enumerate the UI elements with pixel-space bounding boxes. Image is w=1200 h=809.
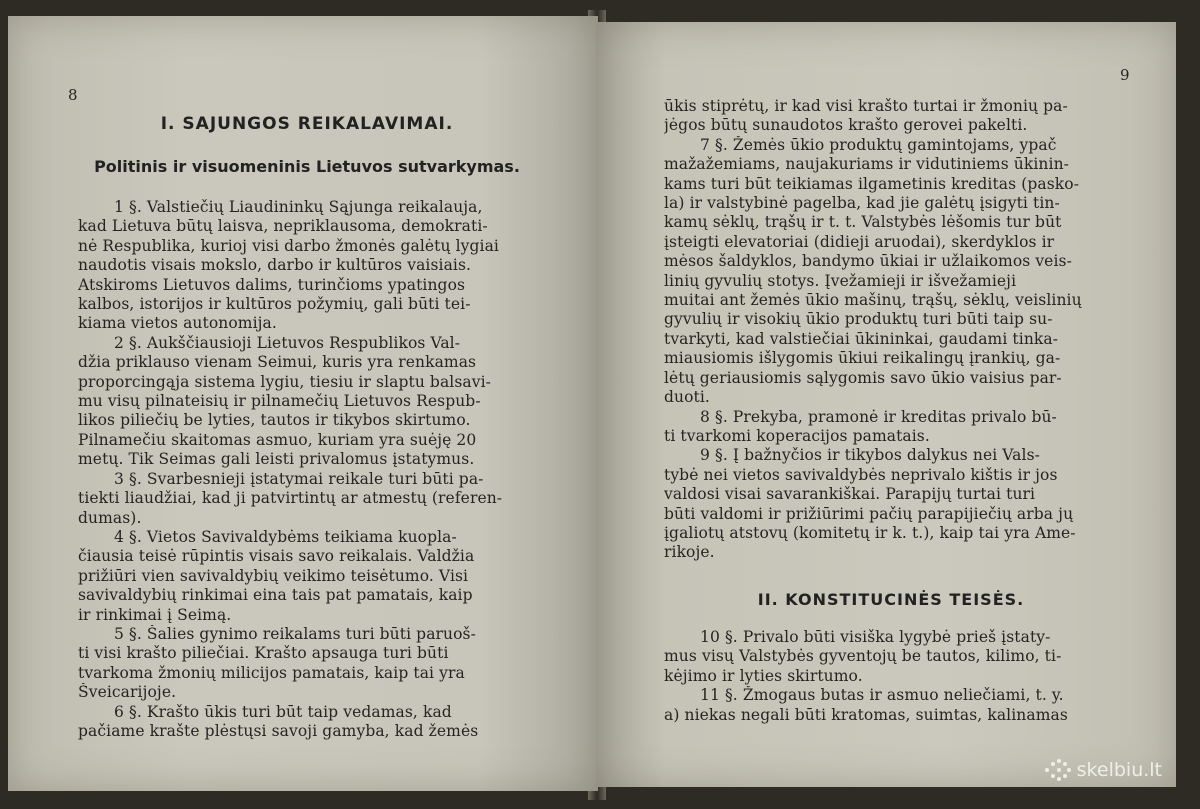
left-text-line: Atskiroms Lietuvos dalims, turinčioms ypatingos xyxy=(78,275,466,294)
right-text-line: miausiomis išlygomis ūkiui reikalingų įrankių, ga- xyxy=(664,349,1061,368)
right-text-line: mažažemiams, naujakuriams ir vidutiniems ūkinin- xyxy=(664,155,1069,174)
right-text-line: la) ir valstybinė pagelba, kad jie galėtų įsigyti tin- xyxy=(664,194,1060,213)
right-text-line: tvarkyti, kad valstiečiai ūkininkai, gaudami tinka- xyxy=(664,329,1059,348)
right-text-line: linių gyvulių stotys. Įvežamieji ir išvežamieji xyxy=(664,271,1017,290)
section-title-1: I. SAJUNGOS REIKALAVIMAI. xyxy=(160,114,454,134)
right-text-line: įsteigti elevatoriai (didieji aruodai), skerdyklos ir xyxy=(664,232,1055,251)
page-number-right: 9 xyxy=(1120,66,1130,84)
watermark-text: skelbiu.lt xyxy=(1076,759,1162,781)
right-text-line: rikoje. xyxy=(664,543,715,562)
right-page-body-top xyxy=(664,97,1124,563)
left-text-line: ti visi krašto piliečiai. Krašto apsauga turi būti xyxy=(78,644,449,663)
left-text-line: 6 §. Krašto ūkis turi būt taip vedamas, kad xyxy=(114,702,452,721)
right-text-line: muitai ant žemės ūkio mašinų, trąšų, sėklų, veislinių xyxy=(664,291,1082,310)
right-text-line: gyvulių ir visokių ūkio produktų turi būti taip su- xyxy=(664,310,1053,329)
right-text-line: 10 §. Privalo būti visiška lygybė prieš įstaty- xyxy=(700,628,1051,646)
left-text-line: ir rinkimai į Seimą. xyxy=(78,605,232,624)
left-text-line: kalbos, istorijos ir kultūros požymių, gali būti tei- xyxy=(78,295,471,314)
right-text-line: 9 §. Į bažnyčios ir tikybos dalykus nei Vals- xyxy=(700,446,1040,465)
right-text-line: tybė nei vietos savivaldybės neprivalo kištis ir jos xyxy=(664,465,1058,484)
right-text-line: 8 §. Prekyba, pramonė ir kreditas privalo bū- xyxy=(700,407,1057,426)
right-text-line: jėgos būtų sunaudotos krašto gerovei pakelti. xyxy=(664,116,1028,135)
left-text-line: mu visų pilnateisių ir pilnamečių Lietuvos Respub- xyxy=(78,392,481,411)
left-text-line: 3 §. Svarbesnieji įstatymai reikale turi būti pa- xyxy=(114,469,484,488)
left-text-line: džia priklauso vienam Seimui, kuris yra renkamas xyxy=(78,353,477,372)
left-text-line: kad Lietuva būtų laisva, nepriklausoma, demokrati- xyxy=(78,217,488,236)
left-text-line: prižiūri vien savivaldybių veikimo teisėtumo. Visi xyxy=(78,566,469,585)
right-text-line: mėsos šaldyklos, bandymo ūkiai ir užlaikomos veis- xyxy=(664,252,1072,271)
left-text-line: savivaldybių rinkimai eina tais pat pamatais, kaip xyxy=(78,586,473,605)
left-text-line: 5 §. Šalies gynimo reikalams turi būti paruoš- xyxy=(114,624,476,643)
right-page xyxy=(596,22,1176,787)
left-text-line: 2 §. Aukščiausioji Lietuvos Respublikos Val- xyxy=(114,333,461,352)
left-text-line: tvarkoma žmonių milicijos pamatais, kaip tai yra xyxy=(78,663,465,682)
left-text-line: Pilnamečiu skaitomas asmuo, kuriam yra suėję 20 xyxy=(78,430,477,449)
right-text-line: a) niekas negali būti kratomas, suimtas, kalinamas xyxy=(664,705,1068,724)
page-number-left: 8 xyxy=(68,86,78,104)
left-text-line: tiekti liaudžiai, kad ji patvirtintų ar atmestų (referen- xyxy=(78,489,503,508)
left-text-line: proporcingąja sistema lygiu, tiesiu ir slaptu balsavi- xyxy=(78,372,492,391)
right-text-line: kams turi būt teikiamas ilgametinis kreditas (pasko- xyxy=(664,174,1080,193)
left-text-line: čiausia teisė rūpintis visais savo reikalais. Valdžia xyxy=(78,547,475,566)
right-text-line: 11 §. Žmogaus butas ir asmuo neliečiami, t. y. xyxy=(700,686,1064,705)
left-text-line: 1 §. Valstiečių Liaudininkų Sąjunga reikalauja, xyxy=(114,198,483,216)
left-page-body xyxy=(78,198,548,741)
left-text-line: metų. Tik Seimas gali leisti privalomus įstatymus. xyxy=(78,450,475,469)
left-text-line: Šveicarijoje. xyxy=(78,683,177,702)
left-page xyxy=(8,16,598,791)
right-text-line: 7 §. Žemės ūkio produktų gamintojams, ypač xyxy=(700,135,1057,154)
right-text-line: lėtų geriausiomis sąlygomis savo ūkio vaisius par- xyxy=(664,368,1062,387)
dots-logo-icon xyxy=(1045,759,1071,781)
right-text-line: įgaliotų atstovų (komitetų ir k. t.), kaip tai yra Ame- xyxy=(664,523,1076,542)
right-text-line: kėjimo ir lyties skirtumo. xyxy=(664,666,863,685)
right-text-line: valdosi visai savarankiškai. Parapijų turtai turi xyxy=(664,485,1036,504)
right-text-line: ūkis stiprėtų, ir kad visi krašto turtai ir žmonių pa- xyxy=(664,97,1068,115)
right-text-line: mus visų Valstybės gyventojų be tautos, kilimo, ti- xyxy=(664,647,1062,666)
right-page-body-bottom xyxy=(664,628,1124,725)
right-text-line: kamų sėklų, trąšų ir t. t. Valstybės lėšomis tur būt xyxy=(664,213,1062,232)
left-text-line: dumas). xyxy=(78,508,142,527)
section-subtitle-1: Politinis ir visuomeninis Lietuvos sutvarkymas. xyxy=(94,157,520,176)
left-text-line: nė Respublika, kurioj visi darbo žmonės galėtų lygiai xyxy=(78,236,499,255)
left-text-line: kiama vietos autonomija. xyxy=(78,314,277,333)
watermark xyxy=(1045,759,1162,781)
left-text-line: naudotis visais mokslo, darbo ir kultūros vaisiais. xyxy=(78,256,472,275)
right-text-line: ti tvarkomi koperacijos pamatais. xyxy=(664,426,930,445)
left-text-line: likos piliečių be lyties, tautos ir tikybos skirtumo. xyxy=(78,411,471,430)
right-text-line: būti valdomi ir prižiūrimi pačių parapijiečių arba jų xyxy=(664,504,1074,523)
left-text-line: pačiame krašte plėstųsi savoji gamyba, kad žemės xyxy=(78,721,479,740)
right-text-line: duoti. xyxy=(664,388,710,407)
section-title-2: II. KONSTITUCINĖS TEISĖS. xyxy=(757,590,1025,609)
left-text-line: 4 §. Vietos Savivaldybėms teikiama kuopla- xyxy=(114,527,457,546)
